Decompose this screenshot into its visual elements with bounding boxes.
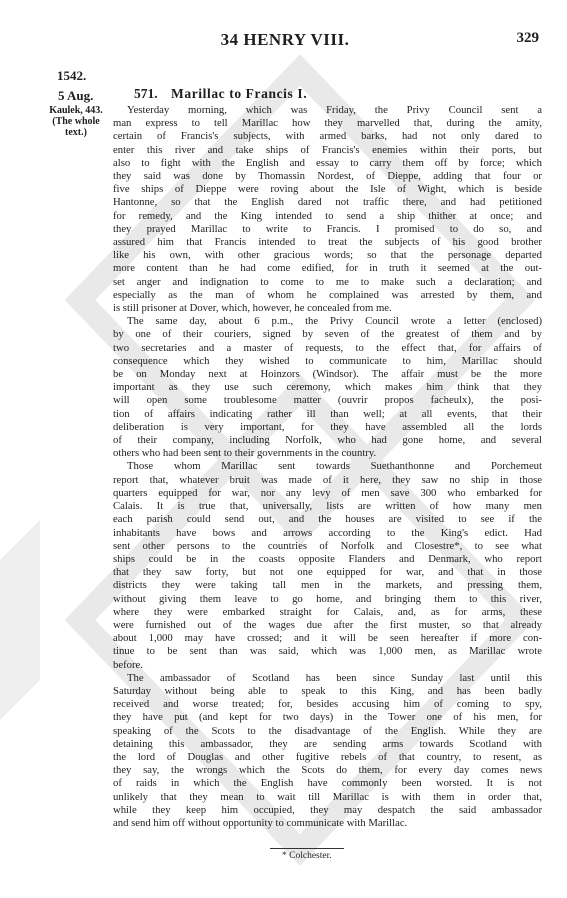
text-line: for remedy, and the King intended to send a ship thither at once; and bbox=[113, 209, 542, 222]
text-line: The same day, about 6 p.m., the Privy Council wrote a letter (enclosed) bbox=[127, 315, 542, 328]
text-line: districts they were taking tall men in the markets, and pressing them, bbox=[113, 579, 542, 592]
text-line: set anger and indignation to come to me to make such a declaration; and bbox=[113, 275, 542, 288]
text-line: be on Monday next at Hoinzors (Windsor). The affair must be the more bbox=[113, 368, 542, 381]
text-line: report that, whatever bruit was made of it here, they saw no ship in those bbox=[113, 473, 542, 486]
text-line: two secretaries and a master of requests, to the effect that, for affairs of bbox=[113, 341, 542, 354]
footnote: * Colchester. bbox=[282, 851, 332, 861]
margin-date: 5 Aug. bbox=[58, 88, 94, 103]
text-line: they say, the wrongs which the Scots do them, for every day comes news bbox=[113, 764, 542, 777]
text-line: of their company, including Norfolk, who had gone home, and several bbox=[113, 434, 542, 447]
text-line: tion of affairs indicating rather ill than well; at all events, that their bbox=[113, 407, 542, 420]
margin-source-note bbox=[38, 105, 114, 138]
body-paragraph bbox=[113, 315, 542, 460]
text-line: sent other persons to the countries of Norfolk and Closestre*, to see what bbox=[113, 539, 542, 552]
body-paragraph bbox=[113, 672, 542, 830]
text-line: especially as the man of whom he complained was arrested by them, and bbox=[113, 288, 542, 301]
text-line: each parish could send out, and the houses are visited to see if the bbox=[113, 513, 542, 526]
text-line: Those whom Marillac sent towards Suethanthonne and Porchemeut bbox=[127, 460, 542, 473]
text-line: and send him off without opportunity to communicate with Marillac. bbox=[113, 816, 408, 829]
text-line: also to fight with the English and essay to carry them off by force; which bbox=[113, 156, 542, 169]
text-line: they have put (and kept for two days) in the Tower one of his men, for bbox=[113, 711, 542, 724]
running-title: 34 HENRY VIII. bbox=[220, 30, 350, 49]
text-line: while they keep him occupied, they may despatch the said ambassador bbox=[113, 803, 542, 816]
text-line: they prayed Marillac to write to Francis. I promised to do so, and bbox=[113, 222, 542, 235]
text-line: five ships of Dieppe were roving about the Isle of Wight, which is beside bbox=[113, 183, 542, 196]
text-line: others who had been sent to their governments in the country. bbox=[113, 447, 377, 460]
text-line: of raids in which the English have commonly been worsted. It is not bbox=[113, 777, 542, 790]
text-line: before. bbox=[113, 658, 143, 671]
text-line: enter this river and take ships of Francis's enemies within their ports, but bbox=[113, 143, 542, 156]
text-line: received and worse treated; for, besides accusing him of coming to spy, bbox=[113, 698, 542, 711]
letter-body bbox=[113, 104, 542, 830]
entry-number: 571. bbox=[134, 86, 158, 101]
entry-heading bbox=[134, 86, 307, 102]
text-line: more content than he had come edified, for in truth it seemed at the out- bbox=[113, 262, 542, 275]
body-paragraph bbox=[113, 104, 542, 315]
margin-year: 1542. bbox=[57, 68, 87, 83]
text-line: without giving them leave to go home, and bringing them to this river, bbox=[113, 592, 542, 605]
body-paragraph bbox=[113, 460, 542, 671]
text-line: they said was done by Thomassin Nordest, of Dieppe, adding that four or bbox=[113, 170, 542, 183]
footnote-divider bbox=[270, 848, 344, 849]
text-line: important as they use such ceremony, which makes him think that they bbox=[113, 381, 542, 394]
text-line: tinue to be sent than was said, which was 1,000 men, as Marillac wrote bbox=[113, 645, 542, 658]
text-line: by one of their couriers, signed by seven of the greatest of them and by bbox=[113, 328, 542, 341]
text-line: like his own, with other gracious words; so that the personage departed bbox=[113, 249, 542, 262]
text-line: The ambassador of Scotland has been since Sunday last until this bbox=[127, 671, 542, 684]
text-line: Saturday without being able to speak to this King, and has been badly bbox=[113, 684, 542, 697]
text-line: quarters equipped for war, nor any levy of men save 300 who embarked for bbox=[113, 486, 542, 499]
margin-source-line: Kaulek, 443. bbox=[49, 105, 103, 116]
text-line: were furnished out of the wages due after the first muster, so that already bbox=[113, 618, 542, 631]
text-line: man express to tell Marillac how they marvelled that, during the amity, bbox=[113, 117, 542, 130]
text-line: the lord of Douglas and other fugitive rebels of that country, to resent, as bbox=[113, 750, 542, 763]
text-line: inhabitants have bows and arrows according to the King's edict. Had bbox=[113, 526, 542, 539]
text-line: is still prisoner at Dover, which, however, he concealed from me. bbox=[113, 302, 392, 315]
text-line: ships could be in the coasts opposite Flanders and Denmark, who report bbox=[113, 552, 542, 565]
text-line: assured him that Francis intended to treat the subjects of his good brother bbox=[113, 236, 542, 249]
text-line: certain of Francis's subjects, with armed barks, had not only dared to bbox=[113, 130, 542, 143]
margin-source-line: (The whole bbox=[52, 116, 100, 127]
margin-source-line: text.) bbox=[65, 127, 87, 138]
text-line: deliberation is very important, for they have assembled all the lords bbox=[113, 420, 542, 433]
text-line: speaking of the Scots to the disadvantage of the English. While they are bbox=[113, 724, 542, 737]
text-line: Yesterday morning, which was Friday, the Privy Council sent a bbox=[127, 104, 542, 116]
text-line: will open some troublesome matter (ouvrir propos facheulx), the posi- bbox=[113, 394, 542, 407]
text-line: Calais. It is true that, universally, lists are written of how many men bbox=[113, 500, 542, 513]
text-line: detaining this ambassador, they are sending arms towards Scotland with bbox=[113, 737, 542, 750]
entry-title: Marillac to Francis I. bbox=[171, 86, 308, 101]
text-line: Hantonne, so that the English dared not traffic there, and had petitioned bbox=[113, 196, 542, 209]
text-line: about 1,000 may have crossed; and it will be seen hereafter if more con- bbox=[113, 632, 542, 645]
text-line: consequence which they wished to communicate to him, Marillac should bbox=[113, 354, 542, 367]
running-header bbox=[0, 30, 567, 52]
text-line: that they saw forty, but not one equipped for war, and that in those bbox=[113, 566, 542, 579]
text-line: where they were embarked straight for Calais, and, as for arms, these bbox=[113, 605, 542, 618]
page-number: 329 bbox=[516, 30, 539, 46]
text-line: unlikely that they mean to wait till Marillac is with them in order that, bbox=[113, 790, 542, 803]
